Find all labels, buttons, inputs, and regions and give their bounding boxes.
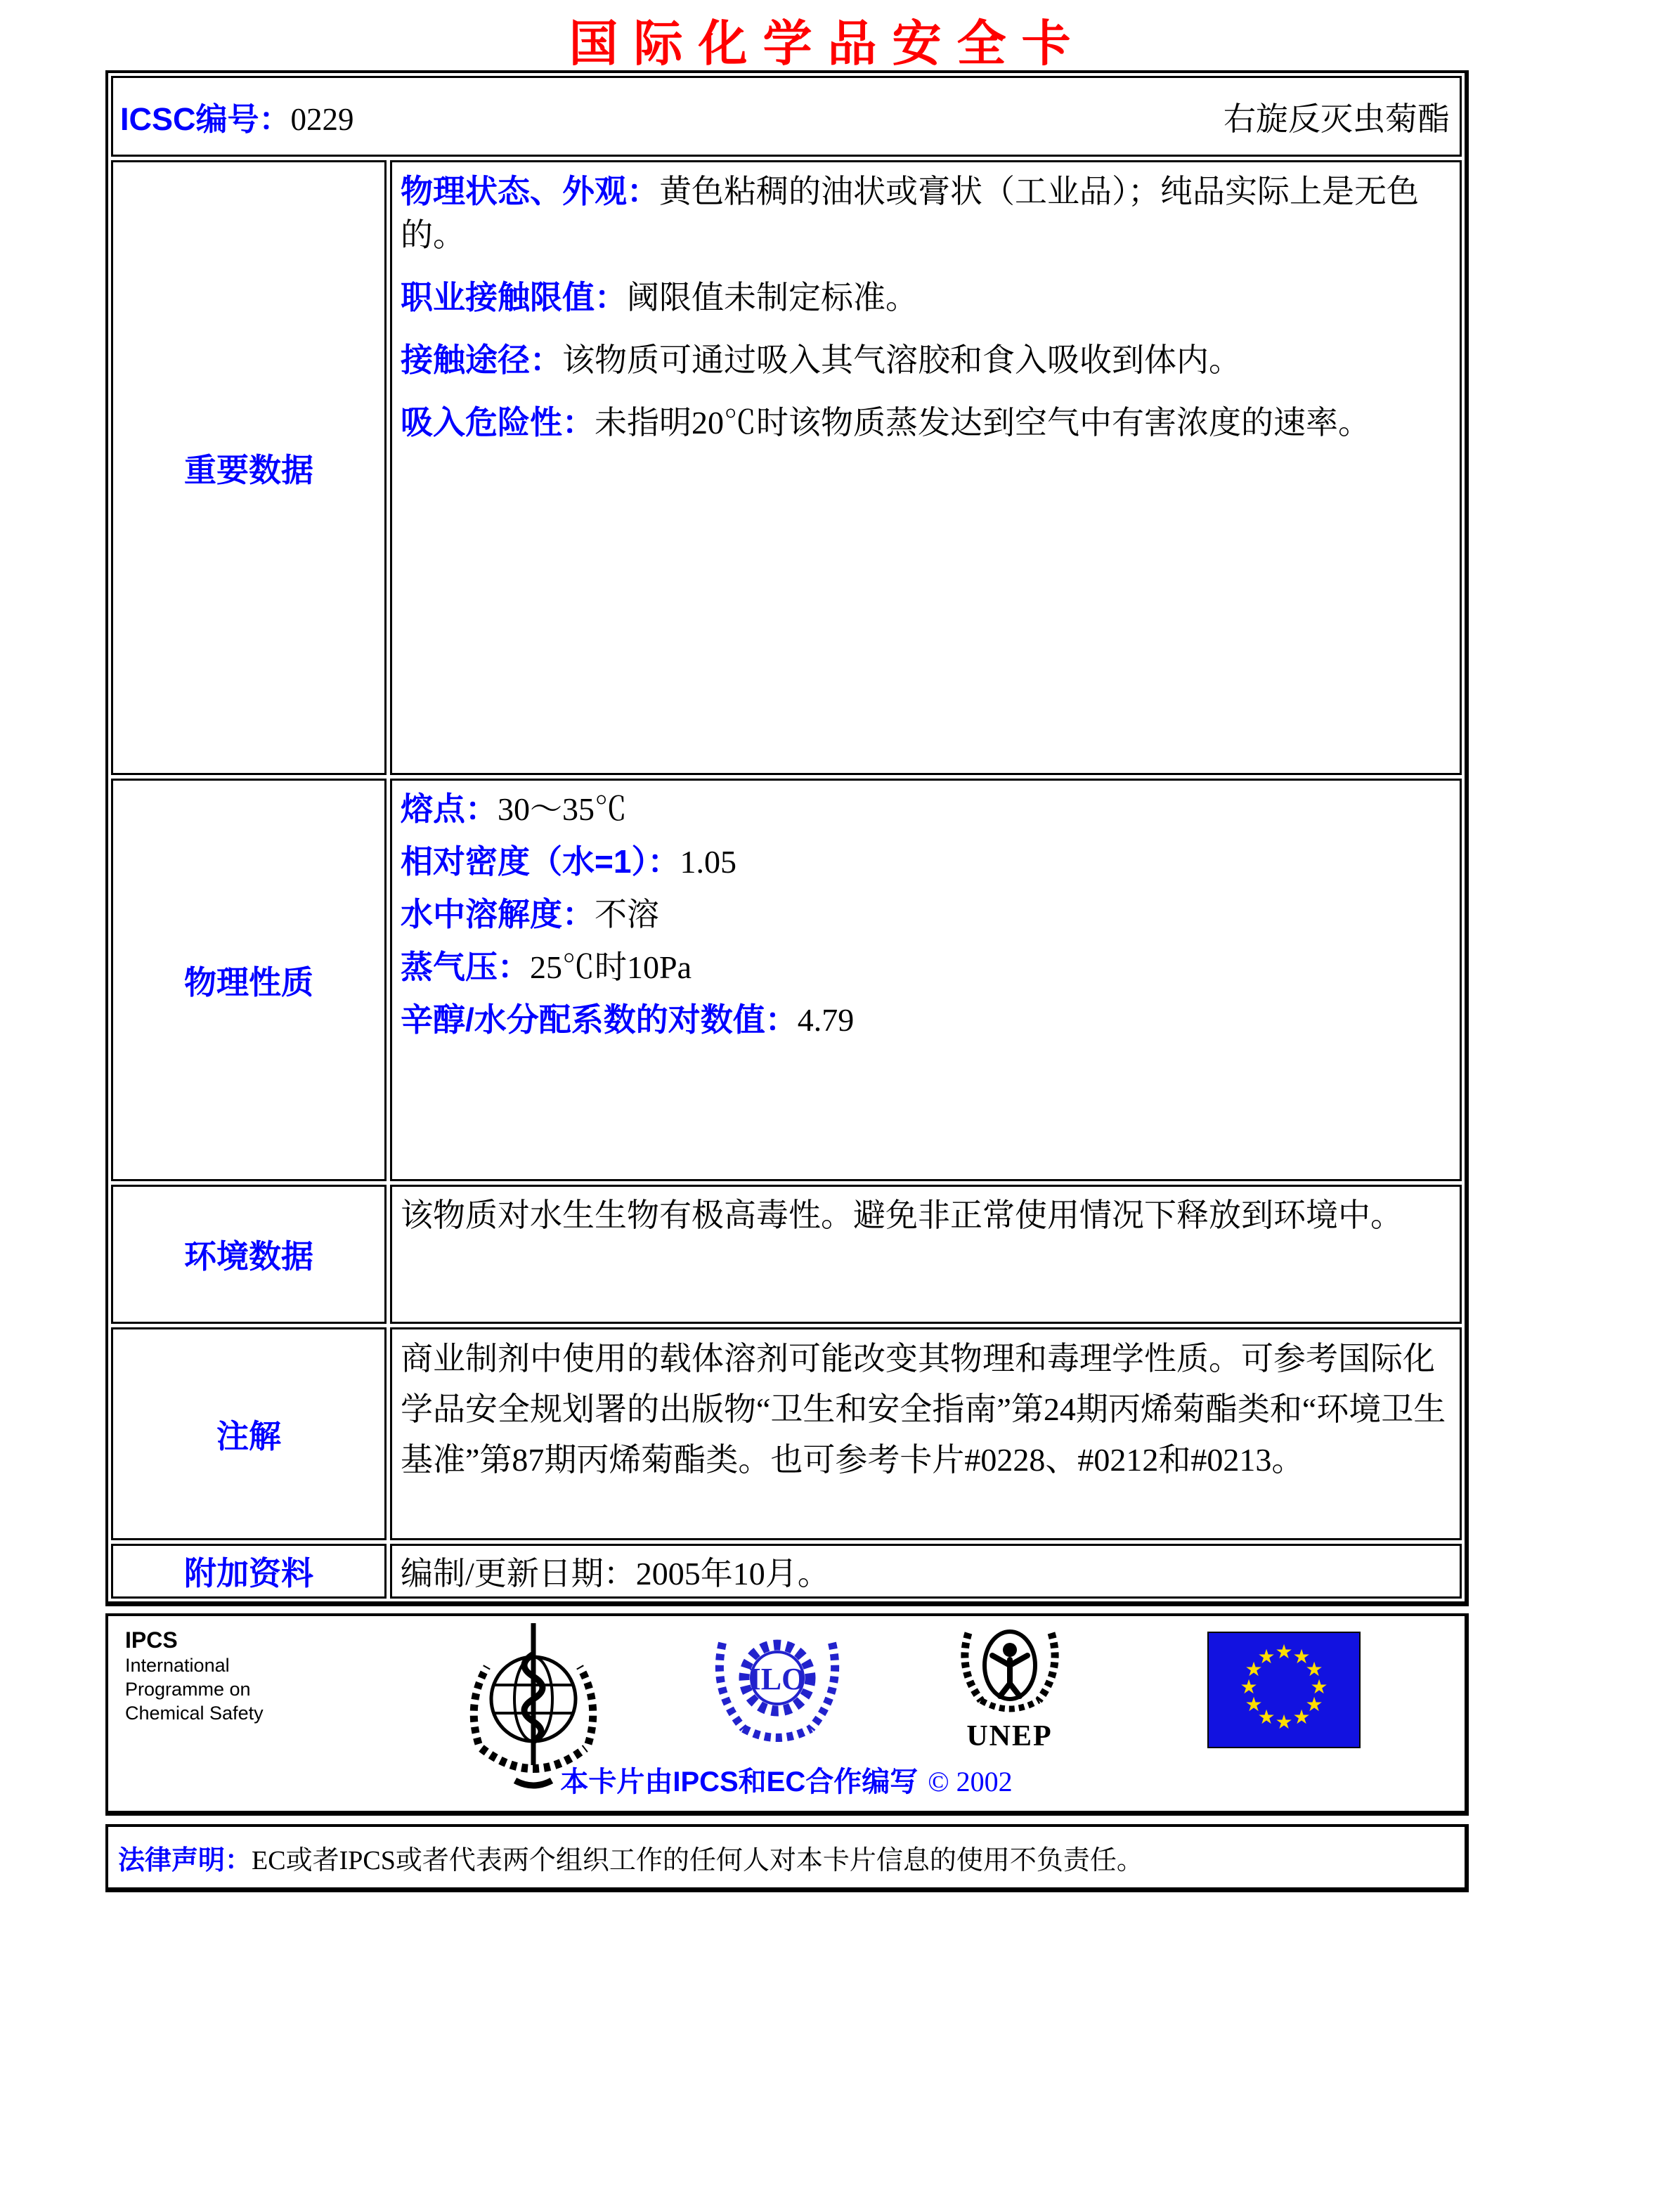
- section-row-environmental-data: [111, 1185, 1462, 1324]
- svg-text:★: ★: [1245, 1693, 1263, 1716]
- section-label: 物理性质: [184, 963, 313, 1001]
- field-term: 接触途径：: [401, 341, 562, 378]
- section-label-cell: [111, 779, 387, 1181]
- eu-flag-icon: [1207, 1632, 1361, 1752]
- field: [401, 275, 1450, 320]
- section-content: [390, 1327, 1462, 1540]
- svg-text:★: ★: [1292, 1705, 1311, 1729]
- legal-notice: [118, 1838, 1143, 1877]
- field-term: 辛醇/水分配系数的对数值：: [401, 1001, 798, 1038]
- legal-term: 法律声明：: [118, 1845, 252, 1875]
- field-term: 蒸气压：: [401, 949, 530, 985]
- ilo-logo-icon: [713, 1626, 843, 1749]
- field-term: 水中溶解度：: [401, 896, 595, 932]
- field: [401, 840, 1450, 883]
- icsc-number-value: 0229: [290, 102, 354, 137]
- section-label-cell: [111, 160, 387, 775]
- icsc-card: [105, 70, 1469, 1892]
- field-text: 商业制剂中使用的载体溶剂可能改变其物理和毒理学性质。可参考国际化学品安全规划署的出版物“卫生和安全指南”第24期丙烯菊酯类和“环境卫生基准”第87期丙烯菊酯类。也可参考卡片#0228、#0212和#0213。: [401, 1341, 1446, 1478]
- unep-logo-icon: [948, 1622, 1071, 1753]
- ipcs-text-block: [125, 1627, 264, 1725]
- field: [401, 1548, 830, 1594]
- svg-text:★: ★: [1292, 1645, 1311, 1668]
- field-term: 物理状态、外观：: [401, 173, 659, 209]
- field: [401, 401, 1450, 445]
- field-text: 不溶: [595, 897, 659, 932]
- field-text: 该物质可通过吸入其气溶胶和食入吸收到体内。: [562, 342, 1241, 378]
- svg-text:★: ★: [1305, 1693, 1323, 1716]
- section-row-additional-information: [111, 1544, 1462, 1599]
- svg-text:★: ★: [1257, 1705, 1276, 1729]
- section-row-physical-properties: [111, 779, 1462, 1181]
- ipcs-line: International: [125, 1655, 230, 1676]
- svg-text:★: ★: [1257, 1645, 1276, 1668]
- field-term: 熔点：: [401, 791, 498, 827]
- field-text: 4.79: [797, 1002, 855, 1038]
- field: [401, 893, 1450, 936]
- field: [401, 1194, 1450, 1237]
- section-label: 注解: [216, 1417, 281, 1455]
- field: [401, 169, 1450, 257]
- section-row-notes: [111, 1327, 1462, 1540]
- field-text: 30～35℃: [498, 791, 627, 827]
- field: [401, 788, 1450, 831]
- field-text: 黄色粘稠的油状或膏状（工业品）；纯品实际上是无色的。: [401, 174, 1419, 253]
- ipcs-line: Programme on: [125, 1679, 251, 1700]
- field-term: 相对密度（水=1）：: [401, 843, 680, 880]
- field: [401, 998, 1450, 1041]
- logos-box: [105, 1613, 1469, 1816]
- icsc-number-label: ICSC编号：: [120, 101, 291, 137]
- field-term: 吸入危险性：: [401, 404, 595, 441]
- section-content: [390, 160, 1462, 775]
- page-title: 国际化学品安全卡: [569, 18, 1086, 72]
- field: [401, 338, 1450, 382]
- section-label-cell: [111, 1327, 387, 1540]
- svg-text:★: ★: [1275, 1640, 1293, 1663]
- field-text: 25℃时10Pa: [530, 949, 692, 985]
- legal-notice-box: [105, 1824, 1469, 1892]
- field-text: 1.05: [680, 844, 736, 880]
- svg-text:★: ★: [1310, 1675, 1328, 1698]
- field: [401, 1334, 1450, 1485]
- credit-line: [108, 1759, 1465, 1800]
- field-text: 未指明20℃时该物质蒸发达到空气中有害浓度的速率。: [595, 405, 1370, 441]
- section-label-cell: [111, 1544, 387, 1599]
- section-row-important-data: [111, 160, 1462, 775]
- field: [401, 946, 1450, 989]
- section-content: [390, 1544, 1462, 1599]
- icsc-main-table: [105, 70, 1469, 1606]
- chemical-name: 右旋反灭虫菊酯: [1224, 100, 1450, 137]
- svg-text:★: ★: [1240, 1675, 1258, 1698]
- credit-year: © 2002: [928, 1766, 1013, 1797]
- unep-caption: UNEP: [966, 1720, 1053, 1752]
- legal-text: EC或者IPCS或者代表两个组织工作的任何人对本卡片信息的使用不负责任。: [252, 1845, 1143, 1875]
- field-term: 职业接触限值：: [401, 279, 627, 315]
- section-label: 重要数据: [184, 451, 313, 488]
- svg-text:★: ★: [1245, 1658, 1263, 1681]
- section-label: 附加资料: [184, 1555, 313, 1592]
- ipcs-acronym: IPCS: [125, 1627, 178, 1653]
- field-text: 该物质对水生生物有极高毒性。避免非正常使用情况下释放到环境中。: [401, 1197, 1403, 1233]
- header-row: [111, 76, 1462, 157]
- svg-text:★: ★: [1275, 1710, 1293, 1733]
- icsc-number-group: [120, 93, 354, 139]
- section-content: [390, 1185, 1462, 1324]
- field-text: 阈限值未制定标准。: [627, 280, 918, 315]
- section-label: 环境数据: [184, 1238, 313, 1275]
- header-cell: [111, 76, 1462, 157]
- svg-text:ILO: ILO: [748, 1662, 806, 1696]
- field-text: 编制/更新日期：2005年10月。: [401, 1556, 830, 1592]
- section-content: [390, 779, 1462, 1181]
- ipcs-line: Chemical Safety: [125, 1703, 264, 1724]
- svg-text:★: ★: [1305, 1658, 1323, 1681]
- section-label-cell: [111, 1185, 387, 1324]
- credit-text: 本卡片由IPCS和EC合作编写: [560, 1767, 919, 1797]
